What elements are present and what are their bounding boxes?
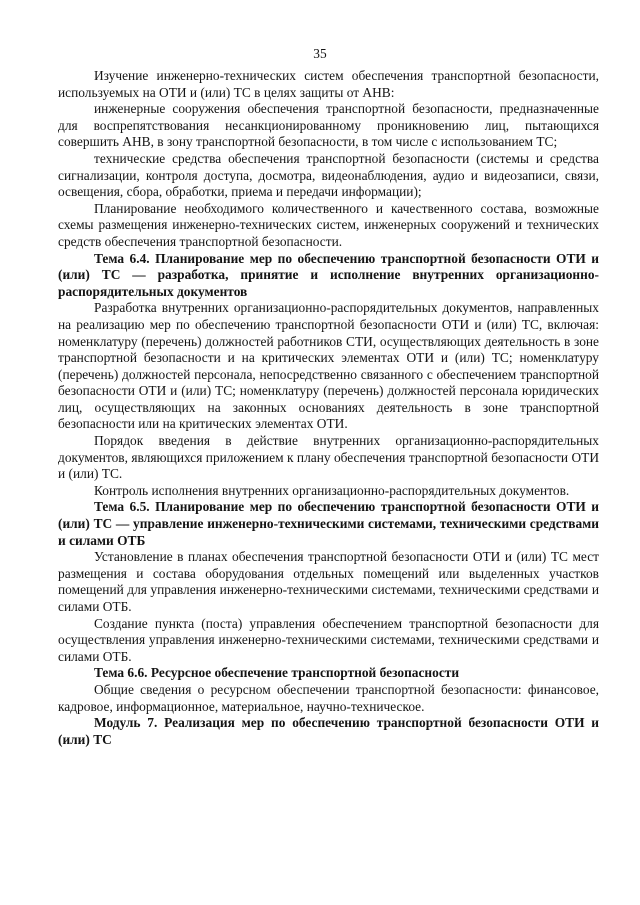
list-item-engineering-structures: инженерные сооружения обеспечения транспортной безопасности, предназначенные для воспрепятствования несанкционированному проникновению лиц, пытающихся совершить АНВ, в зону транспортной безопасности, в том числе с использованием ТС; bbox=[58, 101, 599, 150]
paragraph-resource-info: Общие сведения о ресурсном обеспечении транспортной безопасности: финансовое, кадровое, информационное, материальное, научно-техническое. bbox=[58, 681, 599, 714]
paragraph-control: Контроль исполнения внутренних организационно-распорядительных документов. bbox=[94, 482, 570, 498]
paragraph-study-systems: Изучение инженерно-технических систем обеспечения транспортной безопасности, используемых на ОТИ и (или) ТС в целях защиты от АНВ: bbox=[58, 68, 599, 100]
paragraph-establishing-premises: Установление в планах обеспечения транспортной безопасности ОТИ и (или) ТС мест размещения и состава оборудования отдельных помещений или выделенных участков помещений для управления инженерно-техническими системами, техническими средствами и силами ОТБ. bbox=[58, 549, 599, 614]
heading-topic-6-6: Тема 6.6. Ресурсное обеспечение транспортной безопасности bbox=[94, 665, 460, 681]
heading-topic-6-4: Тема 6.4. Планирование мер по обеспечению транспортной безопасности ОТИ и (или) ТС — разработка, принятие и исполнение внутренних организационно-распорядительных документов bbox=[58, 250, 599, 299]
document-body bbox=[58, 68, 599, 748]
heading-topic-6-5: Тема 6.5. Планирование мер по обеспечению транспортной безопасности ОТИ и (или) ТС — управление инженерно-техническими системами, техническими средствами и силами ОТБ bbox=[58, 499, 599, 548]
paragraph-development-documents: Разработка внутренних организационно-распорядительных документов, направленных на реализацию мер по обеспечению транспортной безопасности ОТИ и (или) ТС, включая: номенклатуру (перечень) должностей работников СТИ, осуществляющих деятельность в зоне транспортной безопасности и на критических элементах ОТИ и (или) ТС; номенклатуру (перечень) должностей персонала, непосредственно связанного с обеспечением транспортной безопасности ОТИ и (или) ТС; номенклатуру (перечень) должностей персонала юридических лиц, осуществляющих на законных основаниях деятельность в зоне транспортной безопасности или на критических элементах ОТИ. bbox=[58, 300, 599, 432]
paragraph-planning-composition: Планирование необходимого количественного и качественного состава, возможные схемы размещения инженерно-технических систем, инженерных сооружений и технических средств обеспечения транспортной безопасности. bbox=[58, 200, 599, 249]
page-number: 35 bbox=[313, 46, 327, 61]
heading-module-7: Модуль 7. Реализация мер по обеспечению транспортной безопасности ОТИ и (или) ТС bbox=[58, 715, 599, 747]
list-item-technical-means: технические средства обеспечения транспортной безопасности (системы и средства сигнализации, контроля доступа, досмотра, видеонаблюдения, аудио и видеозаписи, связи, освещения, сбора, обработки, приема и передачи информации); bbox=[58, 150, 599, 200]
paragraph-control-post: Создание пункта (поста) управления обеспечением транспортной безопасности для осуществления управления инженерно-техническими системами, техническими средствами и силами ОТБ. bbox=[58, 615, 599, 664]
paragraph-enactment-order: Порядок введения в действие внутренних организационно-распорядительных документов, являющихся приложением к плану обеспечения транспортной безопасности ОТИ и (или) ТС. bbox=[58, 433, 599, 482]
